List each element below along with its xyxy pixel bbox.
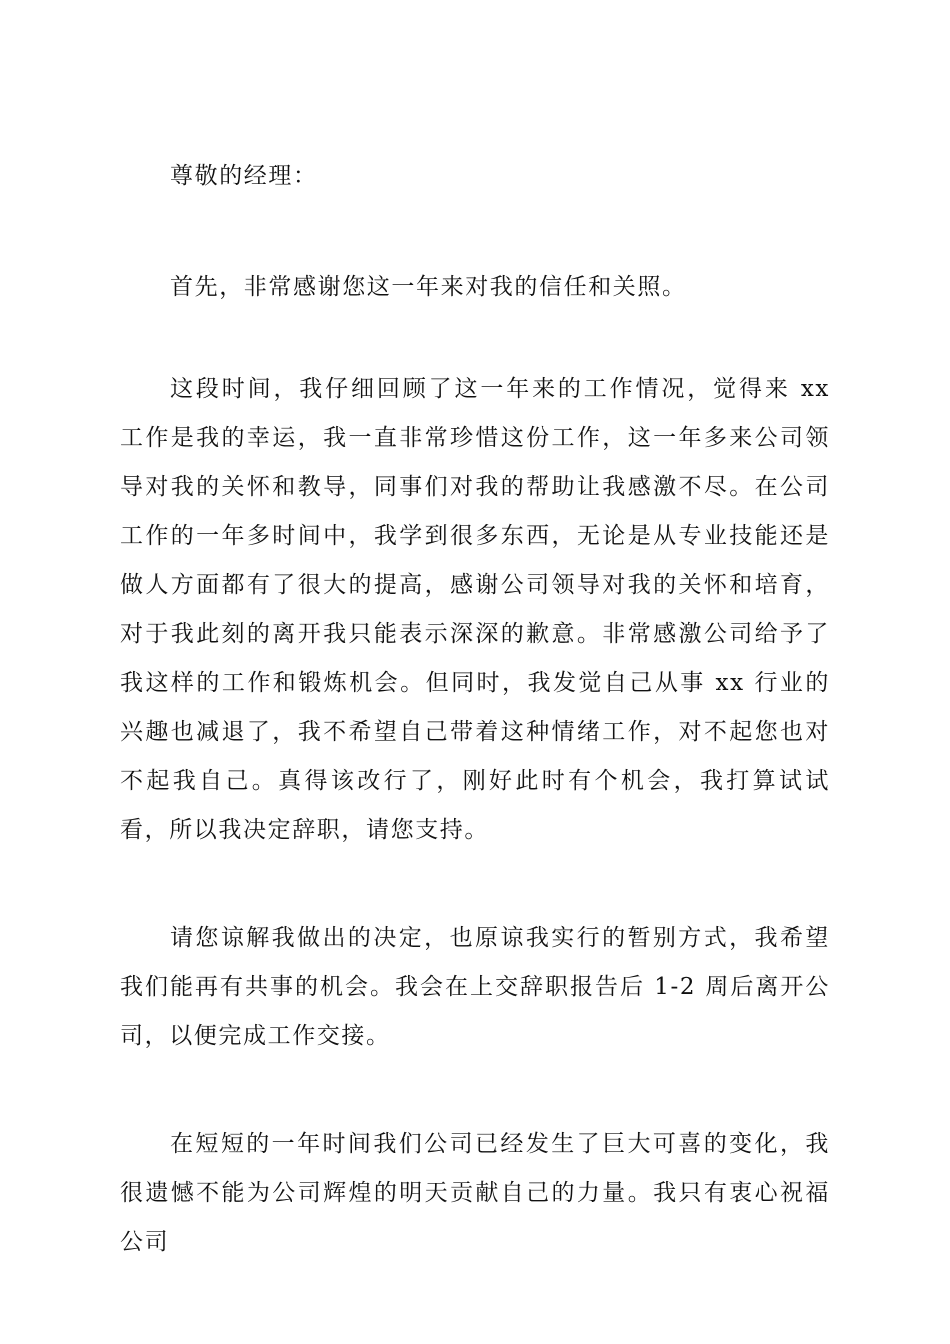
paragraph-wishes: 在短短的一年时间我们公司已经发生了巨大可喜的变化，我很遗憾不能为公司辉煌的明天贡献自己的力量。我只有衷心祝福公司 bbox=[120, 1131, 830, 1255]
letter-body bbox=[120, 152, 830, 1267]
salutation: 尊敬的经理： bbox=[170, 163, 318, 189]
paragraph-request: 请您谅解我做出的决定，也原谅我实行的暂别方式，我希望我们能再有共事的机会。我会在上交辞职报告后 1-2 周后离开公司，以便完成工作交接。 bbox=[120, 925, 830, 1049]
paragraph-reflection: 这段时间，我仔细回顾了这一年来的工作情况，觉得来 xx 工作是我的幸运，我一直非常珍惜这份工作，这一年多来公司领导对我的关怀和教导，同事们对我的帮助让我感激不尽。在公司工作的一年多时间中，我学到很多东西，无论是从专业技能还是做人方面都有了很大的提高，感谢公司领导对我的关怀和培育，对于我此刻的离开我只能表示深深的歉意。非常感激公司给予了我这样的工作和锻炼机会。但同时，我发觉自己从事 xx 行业的兴趣也减退了，我不希望自己带着这种情绪工作，对不起您也对不起我自己。真得该改行了，刚好此时有个机会，我打算试试看，所以我决定辞职，请您支持。 bbox=[120, 376, 830, 843]
paragraph-thanks: 首先，非常感谢您这一年来对我的信任和关照。 bbox=[170, 274, 687, 300]
